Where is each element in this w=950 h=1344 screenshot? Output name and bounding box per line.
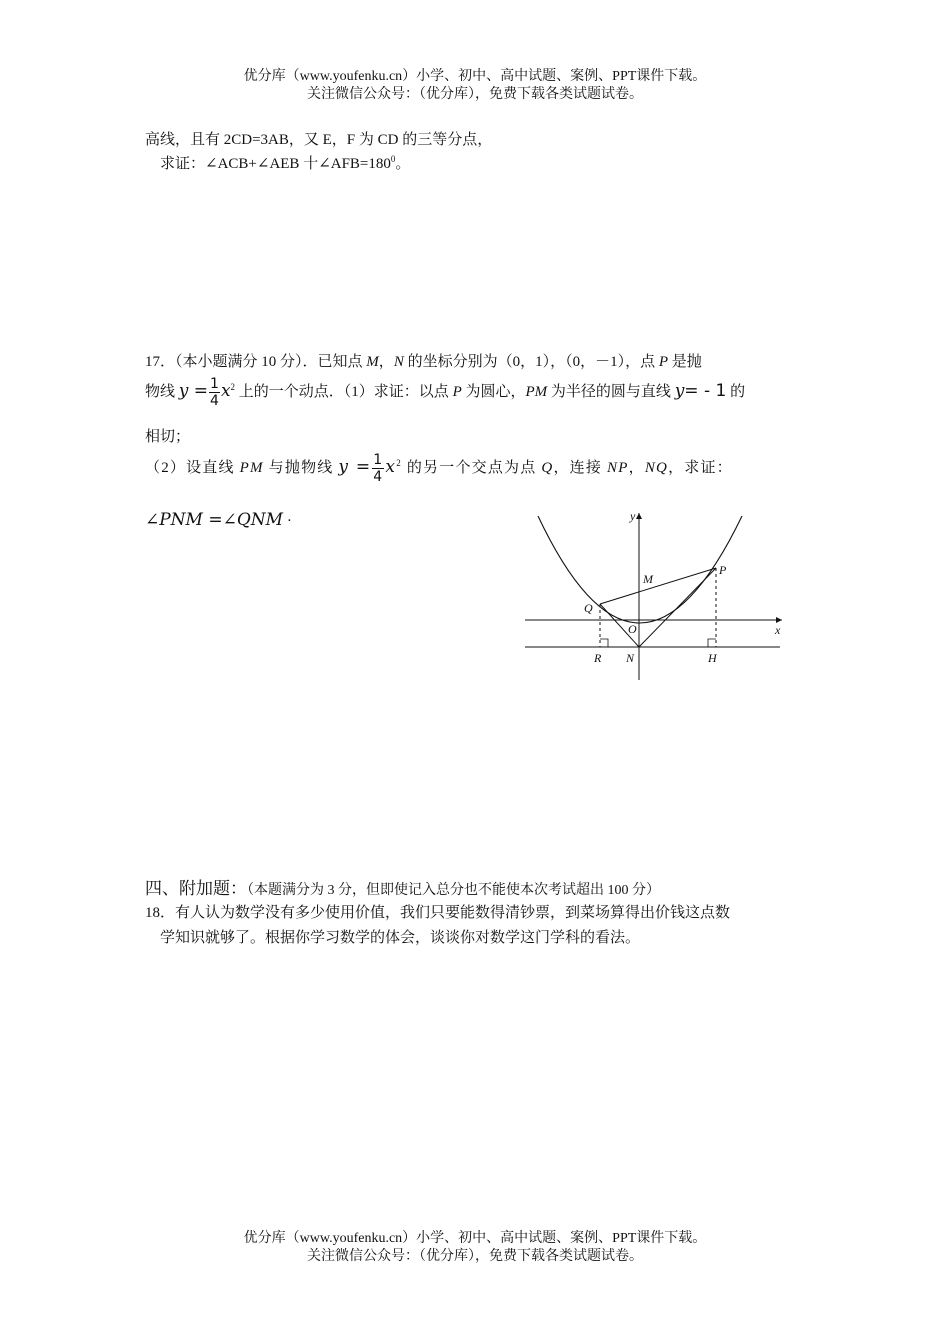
fraction: $\frac{1}{4}$	[373, 452, 384, 485]
q16-line-1: 高线，且有 2CD=3AB，又 E，F 为 CD 的三等分点，	[145, 132, 493, 148]
label-P: P	[719, 563, 727, 577]
header-line-1: 优分库（www.youfenku.cn）小学、初中、高中试题、案例、PPT课件下载。	[243, 69, 707, 84]
right-angle-R	[600, 639, 608, 647]
footer-line-1: 优分库（www.youfenku.cn）小学、初中、高中试题、案例、PPT课件下载。	[243, 1231, 707, 1246]
q18-line-1: 18．有人认为数学没有多少使用价值，我们只要能数得清钞票，到菜场算得出价钱这点数	[145, 905, 731, 921]
fraction: $\frac{1}{4}$	[210, 376, 219, 409]
footer-line-2: 关注微信公众号：（优分库），免费下载各类试题试卷。	[307, 1249, 643, 1264]
label-R: R	[594, 651, 602, 665]
label-H: H	[708, 651, 717, 665]
q17-line-2: 物线 y = $\frac{1}{4}$ $x^2$ 上的一个动点．（1）求证：以点 P 为圆心，PM 为半径的圆与直线 y= - 1 的	[145, 376, 746, 409]
label-O: O	[628, 622, 637, 636]
parabola-figure	[520, 508, 790, 683]
q18-line-2: 学知识就够了。根据你学习数学的体会，谈谈你对数学这门学科的看法。	[160, 930, 641, 946]
q16-line-2: 求证：∠ACB+∠AEB 十$\angle AFB=180^0$。	[160, 154, 411, 172]
label-y: y	[630, 509, 636, 523]
q17-line-3: 相切；	[145, 429, 191, 445]
section-4-heading: 四、附加题：（本题满分为 3 分，但即使记入总分也不能使本次考试超出 100 分）	[145, 879, 660, 899]
label-x: x	[775, 623, 781, 637]
q17-part-2: （2）设直线 PM 与抛物线 y = $\frac{1}{4}$ $x^2$ 的另一个交点为点 Q，连接 NP，NQ，求证：	[145, 452, 733, 485]
q17-conclusion: ∠PNM =∠QNM ·	[145, 510, 292, 530]
label-Q: Q	[584, 601, 593, 615]
label-N: N	[626, 651, 635, 665]
header-line-2: 关注微信公众号：（优分库），免费下载各类试题试卷。	[307, 87, 643, 102]
right-angle-H	[708, 639, 716, 647]
q17-line-1: 17．（本小题满分 10 分）．已知点 M，N 的坐标分别为（0，1），（0，－1），点 P 是抛	[145, 354, 702, 370]
label-M: M	[643, 572, 653, 586]
